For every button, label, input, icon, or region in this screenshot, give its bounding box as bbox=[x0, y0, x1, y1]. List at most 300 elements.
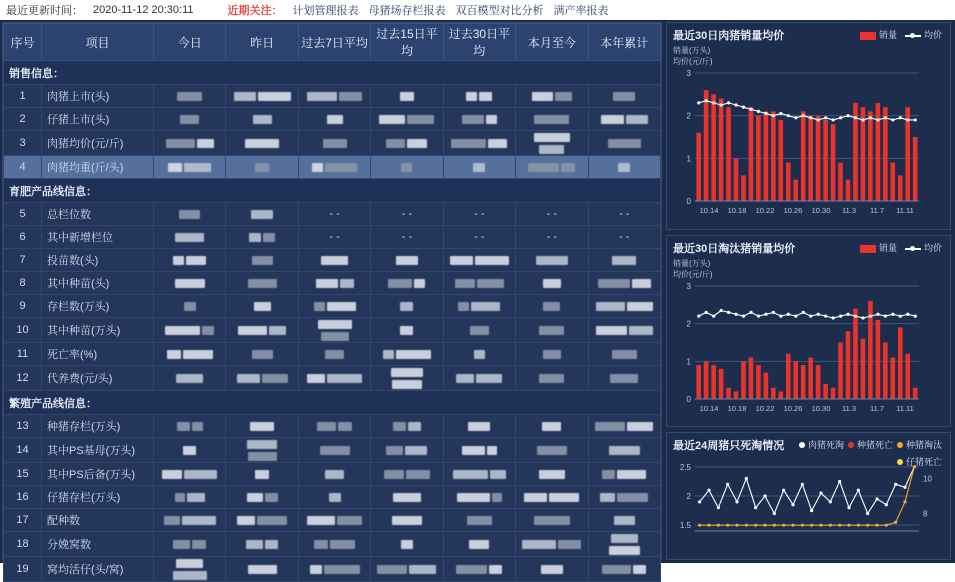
masked-value bbox=[321, 256, 348, 265]
masked-value bbox=[307, 92, 337, 101]
masked-value bbox=[524, 493, 547, 502]
table-cell bbox=[588, 415, 660, 438]
table-cell bbox=[298, 438, 370, 463]
svg-text:10.26: 10.26 bbox=[783, 404, 803, 413]
table-cell bbox=[154, 226, 226, 249]
svg-text:3: 3 bbox=[686, 69, 691, 78]
table-cell bbox=[154, 366, 226, 391]
masked-value bbox=[613, 92, 635, 101]
masked-value bbox=[184, 302, 196, 311]
masked-value bbox=[610, 374, 638, 383]
masked-value bbox=[596, 302, 625, 311]
table-cell bbox=[154, 203, 226, 226]
masked-value bbox=[310, 565, 322, 574]
table-cell bbox=[298, 156, 370, 179]
table-row[interactable] bbox=[4, 131, 661, 156]
row-index: 10 bbox=[4, 318, 42, 343]
masked-value bbox=[262, 374, 288, 383]
table-cell bbox=[371, 532, 443, 557]
masked-value bbox=[479, 92, 492, 101]
masked-value bbox=[324, 565, 360, 574]
table-cell: - - bbox=[371, 226, 443, 249]
chart-legend-pig-sales[interactable] bbox=[860, 28, 942, 41]
masked-value bbox=[534, 516, 570, 525]
table-cell bbox=[588, 318, 660, 343]
legend-label-volume: 销量 bbox=[878, 30, 897, 40]
link-capacity-rate-report[interactable]: 满产率报表 bbox=[553, 5, 609, 17]
legend-item-breeder-death bbox=[848, 438, 893, 451]
masked-value bbox=[458, 302, 469, 311]
masked-value bbox=[173, 256, 184, 265]
col-avg30: 过去30日平均 bbox=[443, 24, 515, 61]
table-cell bbox=[154, 295, 226, 318]
masked-value bbox=[486, 115, 497, 124]
table-cell: - - bbox=[443, 226, 515, 249]
legend-swatch-bar-2 bbox=[860, 245, 876, 253]
table-cell bbox=[516, 486, 588, 509]
masked-value bbox=[173, 571, 207, 580]
focus-label: 近期关注： bbox=[227, 5, 283, 17]
masked-value bbox=[175, 493, 185, 502]
masked-value bbox=[393, 493, 421, 502]
masked-value bbox=[234, 92, 256, 101]
masked-value bbox=[337, 516, 362, 525]
masked-value bbox=[602, 470, 615, 479]
table-cell bbox=[443, 557, 515, 582]
legend-label-volume-2: 销量 bbox=[878, 243, 897, 253]
table-cell bbox=[371, 463, 443, 486]
table-cell bbox=[588, 85, 660, 108]
link-sow-inventory-report[interactable]: 母猪场存栏报表 bbox=[368, 5, 446, 17]
table-cell bbox=[226, 343, 298, 366]
svg-text:2.5: 2.5 bbox=[679, 462, 691, 472]
table-cell bbox=[371, 131, 443, 156]
masked-value bbox=[393, 422, 406, 431]
table-cell: - - bbox=[588, 203, 660, 226]
table-cell bbox=[154, 486, 226, 509]
masked-value bbox=[522, 540, 556, 549]
row-index: 5 bbox=[4, 203, 42, 226]
table-cell bbox=[298, 557, 370, 582]
row-index: 6 bbox=[4, 226, 42, 249]
masked-value bbox=[384, 470, 404, 479]
table-cell bbox=[298, 415, 370, 438]
table-cell bbox=[298, 249, 370, 272]
masked-value bbox=[340, 279, 354, 288]
masked-value bbox=[386, 446, 403, 455]
table-cell bbox=[154, 85, 226, 108]
masked-value bbox=[250, 422, 274, 431]
masked-value bbox=[179, 210, 200, 219]
table-cell bbox=[298, 131, 370, 156]
masked-value bbox=[173, 540, 190, 549]
table-cell bbox=[298, 486, 370, 509]
row-index: 2 bbox=[4, 108, 42, 131]
masked-value bbox=[257, 516, 287, 525]
masked-value bbox=[329, 493, 341, 502]
masked-value bbox=[561, 163, 575, 172]
masked-value bbox=[176, 374, 203, 383]
masked-value bbox=[457, 493, 490, 502]
masked-value bbox=[473, 163, 485, 172]
table-cell bbox=[516, 438, 588, 463]
table-cell bbox=[226, 108, 298, 131]
masked-value bbox=[490, 470, 506, 479]
masked-value bbox=[162, 470, 182, 479]
masked-value bbox=[251, 210, 273, 219]
row-item-name: 肉猪均重(斤/头) bbox=[42, 156, 154, 179]
svg-text:10.26: 10.26 bbox=[783, 206, 803, 215]
table-cell bbox=[371, 366, 443, 391]
table-section-title: 育肥产品线信息： bbox=[4, 179, 661, 203]
svg-text:0: 0 bbox=[686, 395, 691, 404]
masked-value bbox=[462, 115, 484, 124]
row-item-name: 肉猪上市(头) bbox=[42, 85, 154, 108]
masked-value bbox=[263, 233, 275, 242]
table-cell bbox=[516, 272, 588, 295]
masked-value bbox=[453, 470, 488, 479]
masked-value bbox=[183, 350, 213, 359]
masked-value bbox=[611, 534, 638, 543]
chart-canvas-cull-sales bbox=[673, 280, 945, 415]
table-row[interactable] bbox=[4, 272, 661, 295]
masked-value bbox=[197, 139, 214, 148]
masked-value bbox=[539, 326, 564, 335]
table-cell bbox=[226, 203, 298, 226]
svg-text:10.22: 10.22 bbox=[755, 404, 775, 413]
table-cell bbox=[371, 343, 443, 366]
masked-value bbox=[537, 446, 567, 455]
table-row[interactable] bbox=[4, 415, 661, 438]
table-cell bbox=[226, 557, 298, 582]
masked-value bbox=[450, 256, 473, 265]
table-cell bbox=[516, 463, 588, 486]
table-cell bbox=[443, 318, 515, 343]
chart-title-weekly-death: 最近24周猪只死淘情况 bbox=[673, 440, 785, 452]
masked-value bbox=[539, 145, 564, 154]
table-section-title: 繁殖产品线信息： bbox=[4, 391, 661, 415]
masked-value bbox=[338, 422, 352, 431]
table-row[interactable] bbox=[4, 557, 661, 582]
masked-value bbox=[609, 446, 640, 455]
svg-text:10.14: 10.14 bbox=[699, 206, 719, 215]
svg-text:10: 10 bbox=[923, 474, 932, 484]
table-cell bbox=[226, 318, 298, 343]
table-row[interactable] bbox=[4, 156, 661, 179]
masked-value bbox=[317, 422, 336, 431]
masked-value bbox=[632, 279, 651, 288]
masked-value bbox=[408, 422, 421, 431]
masked-value bbox=[249, 233, 261, 242]
table-cell bbox=[154, 318, 226, 343]
table-cell bbox=[226, 486, 298, 509]
table-cell bbox=[154, 272, 226, 295]
table-cell: - - bbox=[588, 226, 660, 249]
table-cell bbox=[516, 108, 588, 131]
masked-value bbox=[633, 565, 646, 574]
table-row[interactable] bbox=[4, 295, 661, 318]
row-index: 16 bbox=[4, 486, 42, 509]
legend-item-volume-2 bbox=[860, 241, 897, 254]
masked-value bbox=[388, 279, 412, 288]
masked-value bbox=[627, 422, 653, 431]
masked-value bbox=[614, 516, 635, 525]
table-cell bbox=[443, 509, 515, 532]
table-cell bbox=[226, 366, 298, 391]
link-plan-report[interactable]: 计划管理报表 bbox=[292, 5, 359, 17]
masked-value bbox=[539, 470, 565, 479]
svg-text:1: 1 bbox=[686, 154, 691, 164]
svg-text:1: 1 bbox=[686, 357, 691, 367]
masked-value bbox=[330, 540, 355, 549]
table-cell bbox=[226, 438, 298, 463]
row-item-name: 其中PS后备(万头) bbox=[42, 463, 154, 486]
table-cell bbox=[226, 226, 298, 249]
row-index: 19 bbox=[4, 557, 42, 582]
chart-card-weekly-death bbox=[666, 432, 951, 560]
table-row[interactable] bbox=[4, 509, 661, 532]
table-cell bbox=[154, 557, 226, 582]
table-section-header bbox=[4, 391, 661, 415]
table-row[interactable] bbox=[4, 486, 661, 509]
legend-swatch-line bbox=[905, 35, 921, 37]
masked-value bbox=[164, 516, 180, 525]
svg-text:11.11: 11.11 bbox=[896, 404, 914, 413]
masked-value bbox=[186, 256, 206, 265]
row-item-name: 其中种苗(万头) bbox=[42, 318, 154, 343]
table-cell bbox=[588, 557, 660, 582]
table-cell bbox=[298, 509, 370, 532]
masked-value bbox=[392, 516, 422, 525]
row-index: 4 bbox=[4, 156, 42, 179]
table-cell bbox=[298, 272, 370, 295]
table-cell bbox=[226, 509, 298, 532]
masked-value bbox=[534, 133, 570, 142]
row-index: 17 bbox=[4, 509, 42, 532]
chart-title-cull-sales: 最近30日淘汰猪销量均价 bbox=[673, 243, 796, 255]
svg-text:10.18: 10.18 bbox=[727, 404, 747, 413]
masked-value bbox=[177, 422, 190, 431]
chart-legend-cull-sales[interactable] bbox=[860, 241, 942, 254]
table-cell: - - bbox=[298, 203, 370, 226]
table-row[interactable] bbox=[4, 343, 661, 366]
row-item-name: 分娩窝数 bbox=[42, 532, 154, 557]
masked-value bbox=[596, 326, 627, 335]
row-index: 14 bbox=[4, 438, 42, 463]
table-cell bbox=[516, 156, 588, 179]
table-cell bbox=[516, 343, 588, 366]
table-cell bbox=[298, 343, 370, 366]
masked-value bbox=[316, 279, 338, 288]
masked-value bbox=[456, 374, 474, 383]
chart1-ylabel: 销量(万头) bbox=[673, 46, 711, 55]
masked-value bbox=[617, 493, 648, 502]
masked-value bbox=[325, 163, 357, 172]
masked-value bbox=[314, 540, 328, 549]
table-row[interactable] bbox=[4, 108, 661, 131]
table-cell bbox=[588, 343, 660, 366]
table-cell bbox=[226, 415, 298, 438]
masked-value bbox=[612, 350, 637, 359]
masked-value bbox=[400, 302, 413, 311]
svg-text:2: 2 bbox=[686, 492, 691, 501]
row-index: 11 bbox=[4, 343, 42, 366]
masked-value bbox=[252, 256, 273, 265]
masked-value bbox=[177, 92, 202, 101]
table-cell bbox=[443, 463, 515, 486]
table-cell bbox=[371, 415, 443, 438]
masked-value bbox=[165, 326, 200, 335]
table-section-header bbox=[4, 179, 661, 203]
masked-value bbox=[409, 565, 436, 574]
masked-value bbox=[467, 516, 492, 525]
masked-value bbox=[307, 516, 335, 525]
table-cell bbox=[298, 85, 370, 108]
svg-text:11.11: 11.11 bbox=[896, 206, 914, 215]
masked-value bbox=[379, 115, 405, 124]
masked-value bbox=[192, 540, 206, 549]
masked-value bbox=[327, 374, 362, 383]
masked-value bbox=[307, 374, 325, 383]
table-cell bbox=[516, 557, 588, 582]
table-cell bbox=[371, 486, 443, 509]
masked-value bbox=[532, 92, 553, 101]
table-cell bbox=[516, 318, 588, 343]
row-item-name: 投苗数(头) bbox=[42, 249, 154, 272]
legend-item-price-2 bbox=[905, 241, 942, 254]
masked-value bbox=[323, 139, 347, 148]
table-cell: - - bbox=[443, 203, 515, 226]
masked-value bbox=[456, 565, 487, 574]
masked-value bbox=[246, 540, 263, 549]
table-cell bbox=[516, 509, 588, 532]
table-cell: - - bbox=[298, 226, 370, 249]
masked-value bbox=[401, 163, 412, 172]
table-cell bbox=[226, 463, 298, 486]
table-row[interactable] bbox=[4, 318, 661, 343]
svg-text:11.7: 11.7 bbox=[869, 206, 885, 215]
table-row[interactable] bbox=[4, 438, 661, 463]
table-cell bbox=[443, 486, 515, 509]
svg-text:10.30: 10.30 bbox=[811, 206, 831, 215]
chart-canvas-weekly-death bbox=[673, 455, 945, 547]
masked-value bbox=[245, 139, 279, 148]
masked-value bbox=[396, 350, 431, 359]
masked-value bbox=[265, 493, 278, 502]
table-cell bbox=[154, 156, 226, 179]
svg-text:0: 0 bbox=[686, 197, 691, 206]
row-index: 15 bbox=[4, 463, 42, 486]
legend-item-piglet-death bbox=[897, 455, 942, 468]
table-row[interactable] bbox=[4, 249, 661, 272]
svg-text:11.7: 11.7 bbox=[869, 404, 885, 413]
table-cell bbox=[516, 415, 588, 438]
masked-value bbox=[471, 302, 500, 311]
masked-value bbox=[252, 350, 273, 359]
table-row[interactable] bbox=[4, 463, 661, 486]
masked-value bbox=[618, 163, 630, 172]
table-cell bbox=[588, 156, 660, 179]
svg-text:2: 2 bbox=[686, 319, 691, 329]
table-row[interactable] bbox=[4, 203, 661, 226]
table-row[interactable] bbox=[4, 226, 661, 249]
table-cell bbox=[588, 295, 660, 318]
masked-value bbox=[405, 446, 427, 455]
table-cell bbox=[516, 532, 588, 557]
masked-value bbox=[312, 163, 323, 172]
masked-value bbox=[468, 422, 490, 431]
chart-card-pig-sales bbox=[666, 22, 951, 230]
metrics-table bbox=[3, 23, 661, 582]
link-double-hundred-model-analysis[interactable]: 双百模型对比分析 bbox=[455, 5, 544, 17]
masked-value bbox=[247, 440, 277, 449]
table-cell bbox=[371, 249, 443, 272]
masked-value bbox=[400, 92, 414, 101]
table-row[interactable] bbox=[4, 366, 661, 391]
table-cell bbox=[588, 249, 660, 272]
table-section-header bbox=[4, 61, 661, 85]
masked-value bbox=[608, 139, 641, 148]
masked-value bbox=[247, 493, 263, 502]
legend-item-volume bbox=[860, 28, 897, 41]
table-header-row bbox=[4, 24, 661, 61]
row-index: 8 bbox=[4, 272, 42, 295]
table-cell bbox=[443, 85, 515, 108]
legend-swatch-line-2 bbox=[905, 248, 921, 250]
masked-value bbox=[543, 302, 560, 311]
masked-value bbox=[327, 115, 343, 124]
table-cell: - - bbox=[516, 203, 588, 226]
table-cell bbox=[588, 532, 660, 557]
masked-value bbox=[255, 163, 269, 172]
table-body bbox=[4, 61, 661, 582]
masked-value bbox=[386, 139, 405, 148]
masked-value bbox=[476, 374, 502, 383]
table-cell bbox=[443, 366, 515, 391]
table-cell bbox=[516, 85, 588, 108]
table-cell bbox=[443, 249, 515, 272]
table-cell bbox=[516, 295, 588, 318]
masked-value bbox=[254, 302, 271, 311]
row-item-name: 仔猪上市(头) bbox=[42, 108, 154, 131]
chart-legend-weekly-death[interactable] bbox=[782, 438, 942, 468]
table-section-title: 销售信息： bbox=[4, 61, 661, 85]
table-row[interactable] bbox=[4, 85, 661, 108]
masked-value bbox=[167, 350, 181, 359]
table-row[interactable] bbox=[4, 532, 661, 557]
row-index: 18 bbox=[4, 532, 42, 557]
masked-value bbox=[600, 493, 615, 502]
masked-value bbox=[406, 470, 430, 479]
table-cell bbox=[371, 295, 443, 318]
masked-value bbox=[183, 446, 196, 455]
table-cell bbox=[298, 366, 370, 391]
legend-swatch-bar bbox=[860, 32, 876, 40]
col-avg15: 过去15日平均 bbox=[371, 24, 443, 61]
row-index: 3 bbox=[4, 131, 42, 156]
table-cell bbox=[443, 438, 515, 463]
masked-value bbox=[321, 332, 349, 341]
table-cell bbox=[154, 108, 226, 131]
masked-value bbox=[237, 374, 260, 383]
legend-label-breeder-death: 种猪死亡 bbox=[856, 440, 893, 450]
update-time-value: 2020-11-12 20:30:11 bbox=[93, 4, 194, 16]
table-cell bbox=[154, 438, 226, 463]
chart1-y2label: 均价(元/斤) bbox=[673, 57, 713, 66]
masked-value bbox=[469, 540, 489, 549]
table-cell bbox=[588, 438, 660, 463]
svg-text:1.5: 1.5 bbox=[679, 521, 691, 531]
